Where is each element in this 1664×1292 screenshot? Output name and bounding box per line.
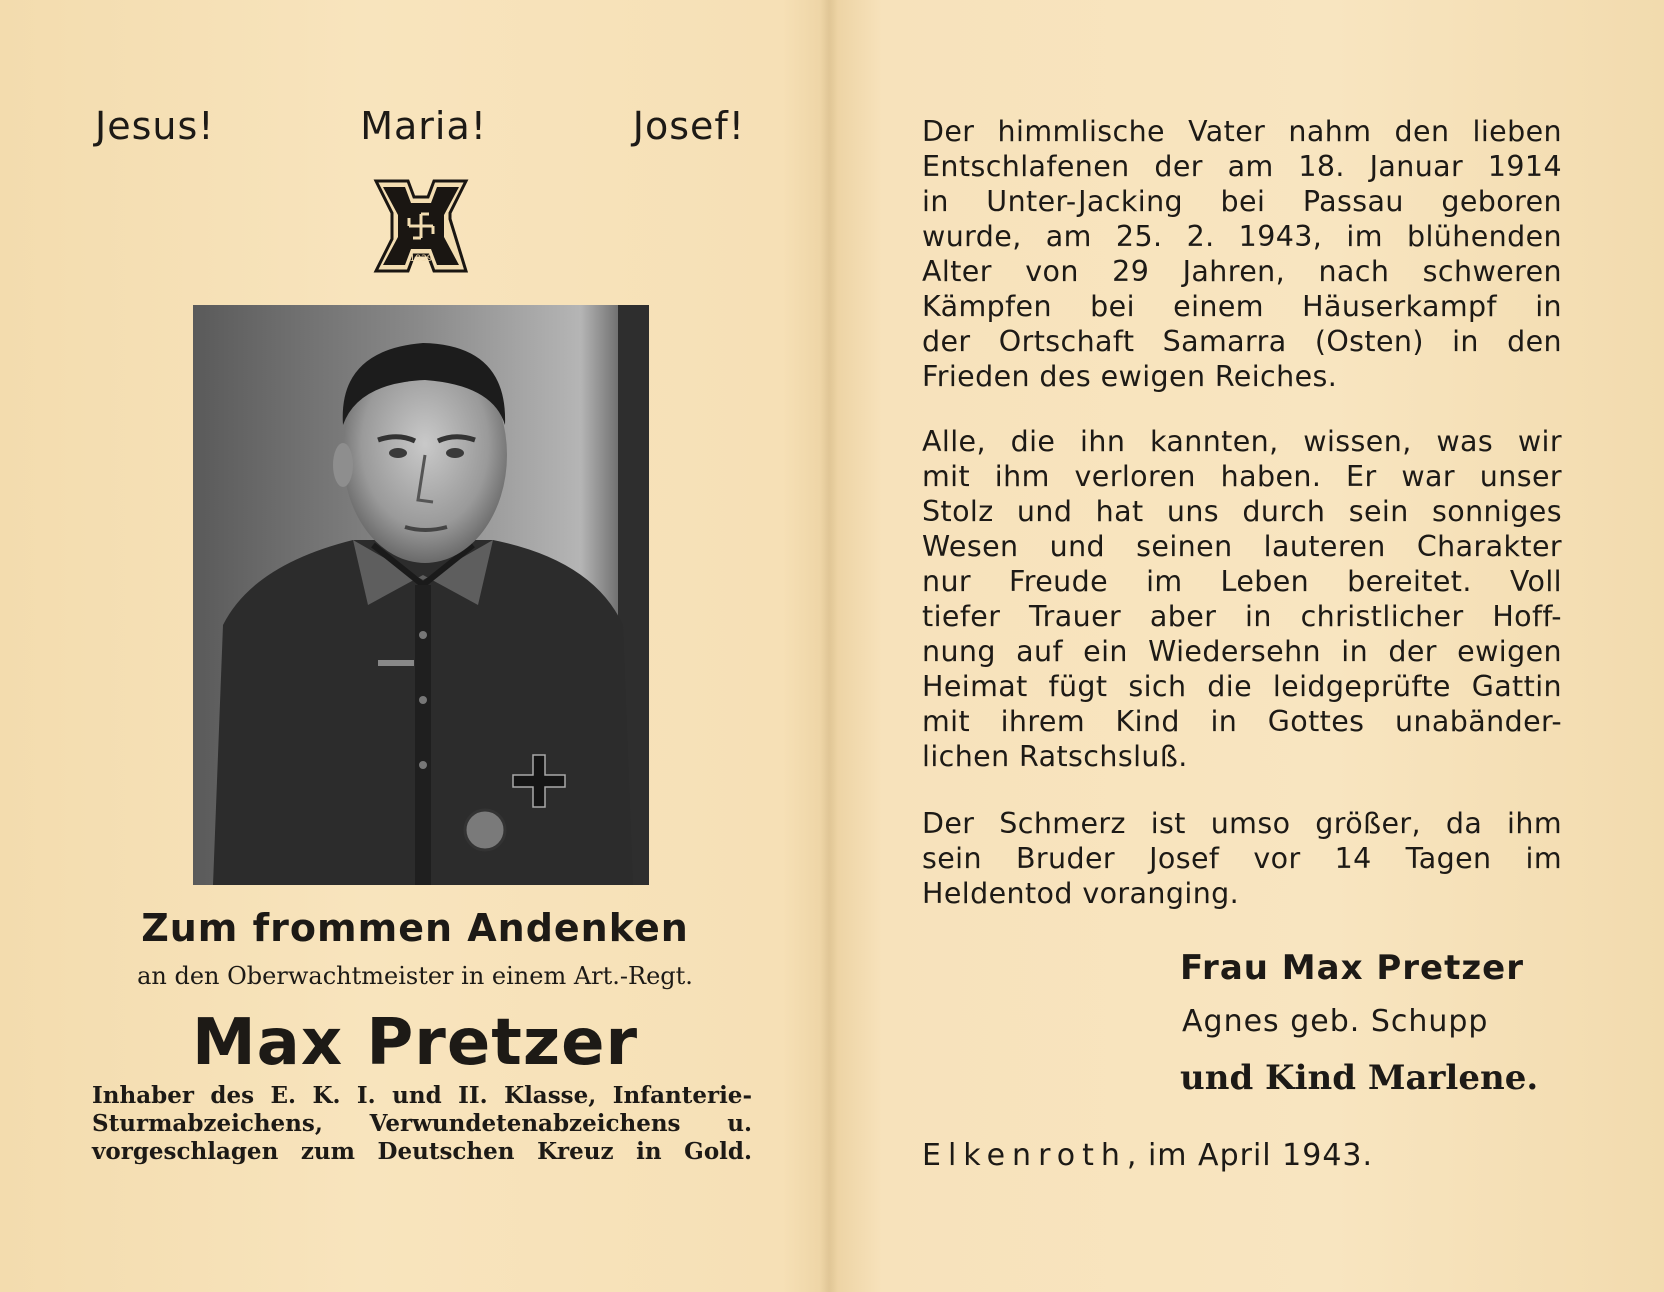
signature-widow: Frau Max Pretzer [1180, 948, 1524, 988]
text-line: Der Schmerz ist umso größer, da ihm [922, 807, 1562, 840]
honors-text [92, 1082, 752, 1166]
iron-cross-icon [368, 173, 474, 279]
text-line: Frieden des ewigen Reiches. [922, 360, 1338, 393]
honors-line: Sturmabzeichens, Verwundetenabzeichens u. [92, 1110, 752, 1137]
text-line: Heldentod voranging. [922, 877, 1240, 910]
invocation-line [95, 104, 745, 148]
text-line: mit ihm verloren haben. Er war unser [922, 460, 1562, 493]
right-page [830, 0, 1664, 1292]
place-name: Elkenroth [922, 1138, 1127, 1173]
signature-child: und Kind Marlene. [1180, 1058, 1539, 1098]
text-line: mit ihrem Kind in Gottes unabänder- [922, 705, 1562, 738]
paragraph-brother [922, 806, 1562, 911]
text-line: der Ortschaft Samarra (Osten) in den [922, 325, 1562, 358]
honors-line: Inhaber des E. K. I. und II. Klasse, Infanterie- [92, 1082, 752, 1109]
rank-line: an den Oberwachtmeister in einem Art.-Regt. [137, 962, 693, 990]
paragraph-death-notice [922, 114, 1562, 394]
text-line: lichen Ratschsluß. [922, 740, 1188, 773]
text-line: wurde, am 25. 2. 1943, im blühenden [922, 220, 1562, 253]
memorial-heading: Zum frommen Andenken [141, 906, 689, 950]
soldier-portrait-image [193, 305, 649, 885]
text-line: Heimat fügt sich die leidgeprüfte Gattin [922, 670, 1562, 703]
place-date-line [922, 1138, 1373, 1173]
left-page [0, 0, 830, 1292]
invocation-jesus: Jesus! [95, 104, 215, 148]
deceased-name: Max Pretzer [191, 1006, 639, 1080]
text-line: Alle, die ihn kannten, wissen, was wir [922, 425, 1562, 458]
signature-maiden-name: Agnes geb. Schupp [1182, 1004, 1489, 1039]
text-line: in Unter-Jacking bei Passau geboren [922, 185, 1562, 218]
portrait-photo [193, 305, 649, 885]
text-line: Wesen und seinen lauteren Charakter [922, 530, 1562, 563]
text-line: Der himmlische Vater nahm den lieben [922, 115, 1562, 148]
text-line: sein Bruder Josef vor 14 Tagen im [922, 842, 1562, 875]
paragraph-remembrance [922, 424, 1562, 774]
invocation-maria: Maria! [360, 104, 488, 148]
text-line: Kämpfen bei einem Häuserkampf in [922, 290, 1562, 323]
text-line: Alter von 29 Jahren, nach schweren [922, 255, 1562, 288]
text-line: nung auf ein Wiedersehn in der ewigen [922, 635, 1562, 668]
text-line: Entschlafenen der am 18. Januar 1914 [922, 150, 1562, 183]
text-line: tiefer Trauer aber in christlicher Hoff- [922, 600, 1562, 633]
text-line: nur Freude im Leben bereitet. Voll [922, 565, 1562, 598]
text-line: Stolz und hat uns durch sein sonniges [922, 495, 1562, 528]
invocation-josef: Josef! [632, 104, 745, 148]
date-text: , im April 1943. [1126, 1138, 1374, 1173]
honors-line: vorgeschlagen zum Deutschen Kreuz in Gold. [92, 1138, 752, 1165]
cross-year: 1939 [409, 254, 433, 264]
